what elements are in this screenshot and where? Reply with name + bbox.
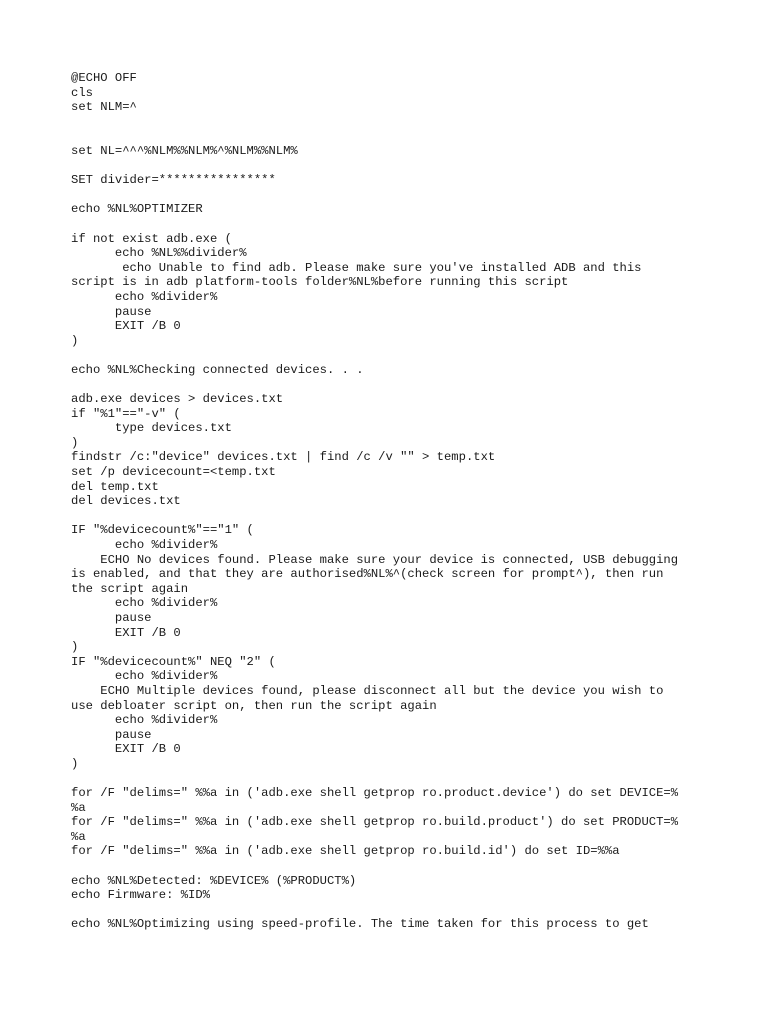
code-line: echo %divider% — [71, 669, 218, 684]
code-line: echo Firmware: %ID% — [71, 888, 210, 903]
code-line — [71, 903, 711, 918]
code-line: use debloater script on, then run the script again — [71, 698, 437, 713]
code-line: echo %NL%Detected: %DEVICE% (%PRODUCT%) — [71, 873, 357, 888]
code-line: pause — [71, 727, 152, 742]
code-line: if "%1"=="-v" ( — [71, 406, 181, 421]
code-line: echo %divider% — [71, 289, 218, 304]
code-line — [71, 188, 711, 203]
code-line: ) — [71, 756, 79, 771]
code-line: %a — [71, 800, 86, 815]
document-page — [71, 71, 711, 932]
code-line: pause — [71, 304, 152, 319]
code-line: echo %NL%Checking connected devices. . . — [71, 362, 364, 377]
code-line: del temp.txt — [71, 479, 159, 494]
code-line: if not exist adb.exe ( — [71, 231, 232, 246]
code-line — [71, 772, 711, 787]
code-line: echo %divider% — [71, 538, 218, 552]
code-line — [71, 509, 711, 524]
code-line: SET divider=**************** — [71, 173, 276, 188]
code-line: EXIT /B 0 — [71, 625, 181, 640]
code-line — [71, 129, 711, 144]
code-line: echo %divider% — [71, 713, 218, 728]
code-line: echo %NL%%divider% — [71, 246, 247, 261]
code-line — [71, 115, 711, 130]
code-line: the script again — [71, 581, 189, 596]
code-line — [71, 377, 711, 392]
code-line — [71, 217, 711, 232]
code-line: for /F "delims=" %%a in ('adb.exe shell getprop ro.build.id') do set ID=%%a — [71, 844, 620, 859]
code-line: set /p devicecount=<temp.txt — [71, 465, 276, 480]
code-line: EXIT /B 0 — [71, 319, 181, 334]
code-line — [71, 859, 711, 874]
code-line: del devices.txt — [71, 494, 181, 509]
code-line — [71, 348, 711, 363]
code-line: echo %divider% — [71, 596, 218, 611]
code-line: type devices.txt — [71, 421, 232, 436]
code-line — [71, 159, 711, 174]
code-line: echo %NL%Optimizing using speed-profile. The time taken for this process to get — [71, 917, 649, 932]
code-line: IF "%devicecount%" NEQ "2" ( — [71, 654, 276, 669]
code-line: EXIT /B 0 — [71, 742, 181, 757]
code-line: pause — [71, 610, 152, 625]
code-line: ) — [71, 333, 79, 348]
code-line: %a — [71, 829, 86, 844]
code-line: for /F "delims=" %%a in ('adb.exe shell getprop ro.build.product') do set PRODUCT=% — [71, 815, 679, 830]
code-line: adb.exe devices > devices.txt — [71, 392, 284, 407]
code-line: @ECHO OFF — [71, 71, 137, 85]
code-line: ECHO Multiple devices found, please disconnect all but the device you wish to — [71, 683, 664, 698]
code-line: set NL=^^^%NLM%%NLM%^%NLM%%NLM% — [71, 143, 298, 158]
code-line: is enabled, and that they are authorised%NL%^(check screen for prompt^), then run — [71, 567, 664, 582]
code-line: cls — [71, 85, 93, 100]
code-line: echo Unable to find adb. Please make sure you've installed ADB and this — [71, 260, 642, 275]
code-line: ) — [71, 640, 79, 655]
code-line: set NLM=^ — [71, 100, 137, 115]
code-line: IF "%devicecount%"=="1" ( — [71, 523, 254, 538]
code-line: echo %NL%OPTIMIZER — [71, 202, 203, 217]
code-line: for /F "delims=" %%a in ('adb.exe shell getprop ro.product.device') do set DEVICE=% — [71, 786, 679, 801]
code-line: script is in adb platform-tools folder%NL%before running this script — [71, 275, 569, 290]
code-line: ) — [71, 435, 79, 450]
batch-script-code — [71, 71, 711, 932]
code-line: findstr /c:"device" devices.txt | find /c /v "" > temp.txt — [71, 450, 496, 465]
code-line: ECHO No devices found. Please make sure your device is connected, USB debugging — [71, 552, 679, 567]
